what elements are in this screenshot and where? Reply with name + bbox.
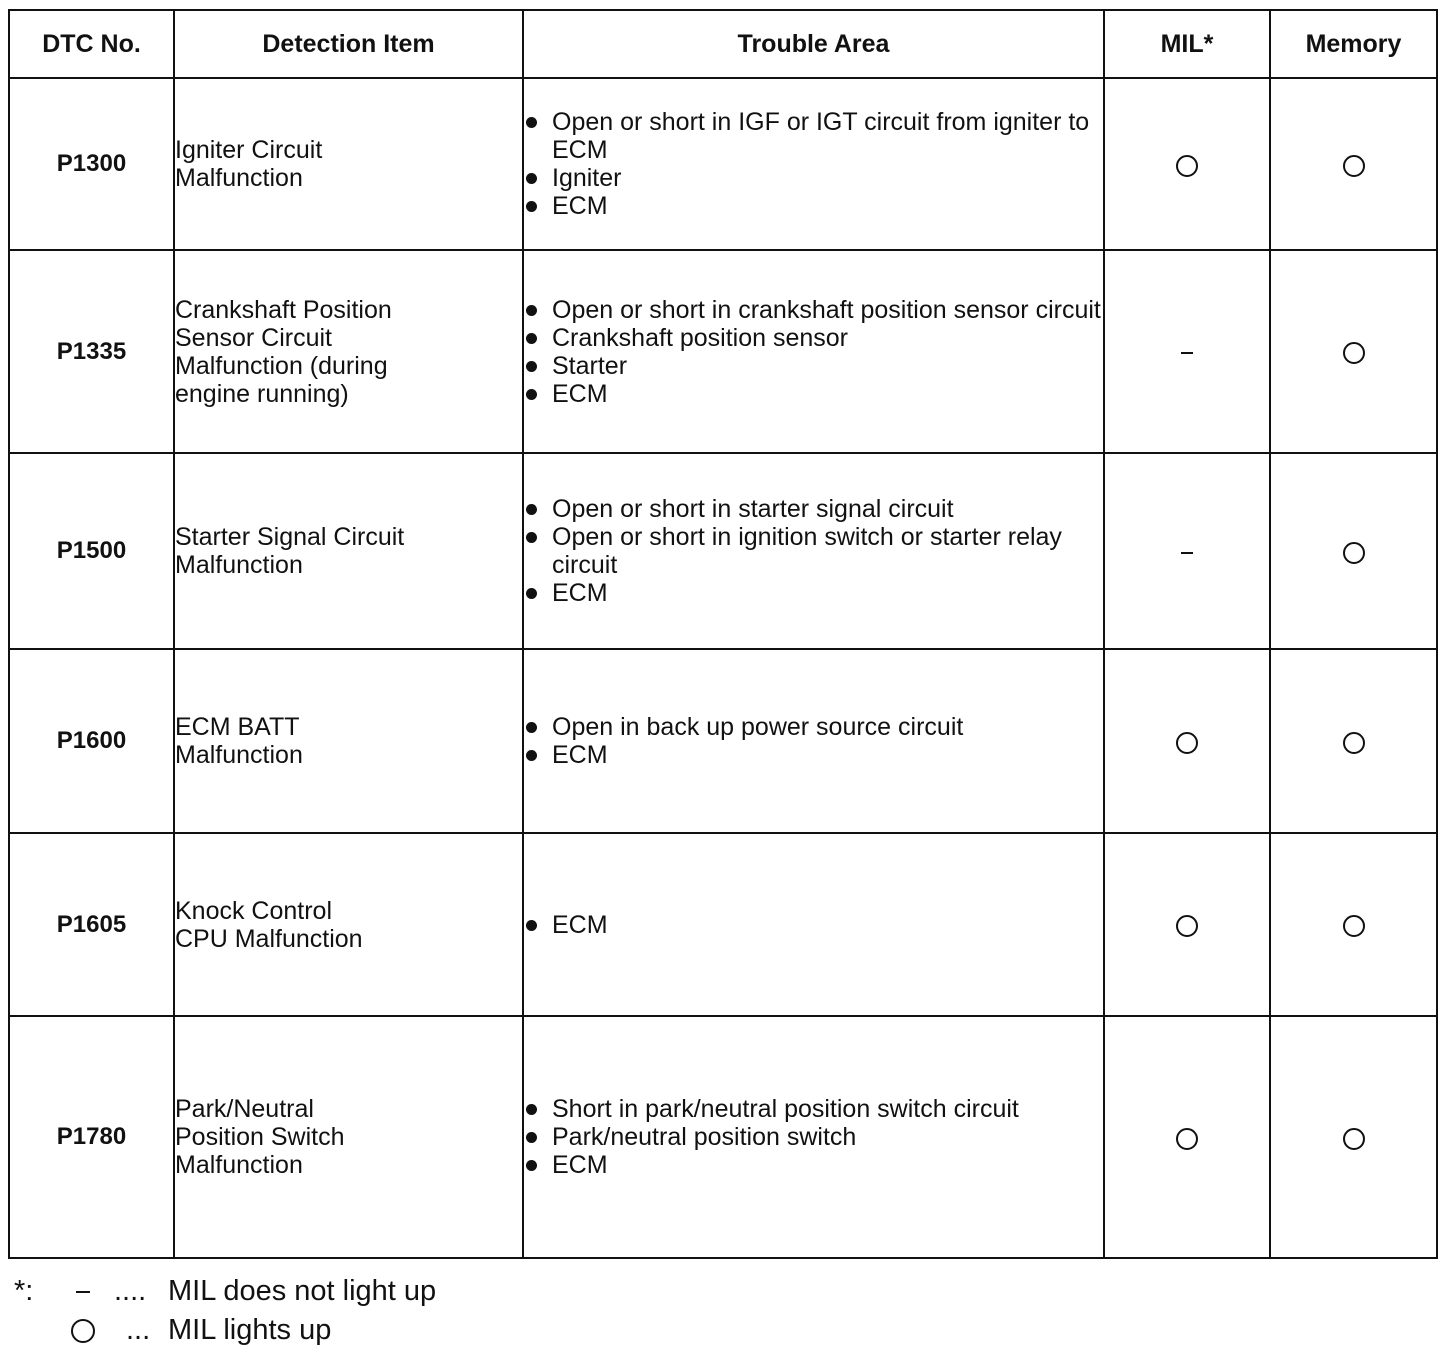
trouble-area-list [524,713,1103,769]
trouble-area-text: ECM [552,910,608,939]
table-row [9,1016,1437,1258]
bullet-icon [526,1160,537,1171]
bullet-icon [526,588,537,599]
trouble-area-list [524,495,1103,607]
footnote-circle-dots: ... [126,1314,151,1346]
trouble-area-text: Starter [552,351,628,380]
bullet-icon [526,1132,537,1143]
list-item [524,911,1103,939]
dtc-table [8,9,1438,1259]
table-body [9,78,1437,1258]
trouble-area-list [524,296,1103,408]
bullet-icon [526,361,537,372]
header-mil: MIL* [1104,10,1270,78]
detection-item: Starter Signal Circuit Malfunction [175,523,405,579]
circle-symbol-icon [1176,915,1198,937]
bullet-icon [526,532,537,543]
trouble-area-text: Open or short in starter signal circuit [552,495,954,523]
trouble-area-cell [523,453,1104,649]
bullet-icon [526,1104,537,1115]
list-item [524,352,1103,380]
memory-cell [1270,453,1437,649]
dtc-code: P1335 [9,250,174,453]
dtc-code: P1780 [9,1016,174,1258]
list-item [524,495,1103,523]
list-item [524,1095,1103,1123]
memory-cell [1270,649,1437,833]
dash-symbol-icon [68,1272,98,1311]
circle-symbol-icon [1343,342,1365,364]
bullet-icon [526,173,537,184]
memory-cell [1270,1016,1437,1258]
list-item [524,1123,1103,1151]
table-row [9,649,1437,833]
trouble-area-cell [523,833,1104,1016]
trouble-area-text: ECM [552,192,608,220]
trouble-area-text: Crankshaft position sensor [552,323,848,352]
dtc-code: P1300 [9,78,174,250]
header-memory: Memory [1270,10,1437,78]
header-row [9,10,1437,78]
detection-item-cell [174,453,523,649]
detection-item: Knock Control CPU Malfunction [175,896,363,953]
list-item [524,324,1103,352]
list-item [524,108,1103,164]
trouble-area-text: Park/neutral position switch [552,1123,857,1151]
memory-cell [1270,833,1437,1016]
table-row [9,250,1437,453]
bullet-icon [526,201,537,212]
footnote-marker: *: [14,1275,34,1307]
bullet-icon [526,504,537,515]
mil-cell [1104,1016,1270,1258]
mil-cell [1104,78,1270,250]
dtc-code: P1500 [9,453,174,649]
trouble-area-list [524,1095,1103,1179]
trouble-area-cell [523,78,1104,250]
list-item [524,713,1103,741]
trouble-area-cell [523,250,1104,453]
bullet-icon [526,920,537,931]
header-dtc-no: DTC No. [9,10,174,78]
detection-item: Crankshaft Position Sensor Circuit Malfunction (during engine running) [175,295,392,408]
trouble-area-text: Short in park/neutral position switch circuit [552,1095,1019,1123]
header-trouble-area: Trouble Area [523,10,1104,78]
circle-symbol-icon [1343,1128,1365,1150]
detection-item-cell [174,78,523,250]
memory-cell [1270,250,1437,453]
bullet-icon [526,750,537,761]
dash-symbol-icon [1181,352,1193,354]
bullet-icon [526,117,537,128]
detection-item-cell [174,250,523,453]
footnote-circle-text: MIL lights up [168,1314,332,1346]
circle-symbol-icon [1176,1128,1198,1150]
table-row [9,833,1437,1016]
dash-symbol-icon [1181,552,1193,554]
circle-symbol-icon [1343,155,1365,177]
dtc-code: P1605 [9,833,174,1016]
trouble-area-text: ECM [552,741,608,769]
list-item [524,741,1103,769]
list-item [524,1151,1103,1179]
dtc-code: P1600 [9,649,174,833]
trouble-area-cell [523,649,1104,833]
trouble-area-list [524,108,1103,220]
mil-cell [1104,250,1270,453]
mil-cell [1104,649,1270,833]
trouble-area-text: Igniter [552,164,622,192]
circle-symbol-icon [1343,915,1365,937]
footnote-dash-text: MIL does not light up [168,1275,437,1307]
list-item [524,192,1103,220]
trouble-area-text: Open or short in ignition switch or starter relay circuit [552,523,1062,579]
list-item [524,523,1103,579]
list-item [524,380,1103,408]
detection-item: Park/Neutral Position Switch Malfunction [175,1095,345,1179]
list-item [524,164,1103,192]
bullet-icon [526,333,537,344]
trouble-area-text: ECM [552,579,608,607]
footnote-dash-dots: .... [114,1275,147,1307]
header-detection-item: Detection Item [174,10,523,78]
trouble-area-list [524,911,1103,939]
detection-item: ECM BATT Malfunction [175,713,303,769]
detection-item: Igniter Circuit Malfunction [175,136,323,192]
table-row [9,78,1437,250]
circle-symbol-icon [1343,542,1365,564]
list-item [524,579,1103,607]
trouble-area-cell [523,1016,1104,1258]
table-row [9,453,1437,649]
list-item [524,296,1103,324]
circle-symbol-icon [1176,155,1198,177]
mil-cell [1104,833,1270,1016]
memory-cell [1270,78,1437,250]
trouble-area-text: Open in back up power source circuit [552,713,964,741]
trouble-area-text: Open or short in crankshaft position sensor circuit [552,295,1101,324]
circle-symbol-icon [68,1311,98,1350]
circle-symbol-icon [1343,732,1365,754]
detection-item-cell [174,649,523,833]
detection-item-cell [174,1016,523,1258]
circle-symbol-icon [1176,732,1198,754]
trouble-area-text: ECM [552,1151,608,1179]
bullet-icon [526,389,537,400]
bullet-icon [526,722,537,733]
trouble-area-text: ECM [552,379,608,408]
detection-item-cell [174,833,523,1016]
mil-cell [1104,453,1270,649]
trouble-area-text: Open or short in IGF or IGT circuit from igniter to ECM [552,108,1090,164]
bullet-icon [526,305,537,316]
